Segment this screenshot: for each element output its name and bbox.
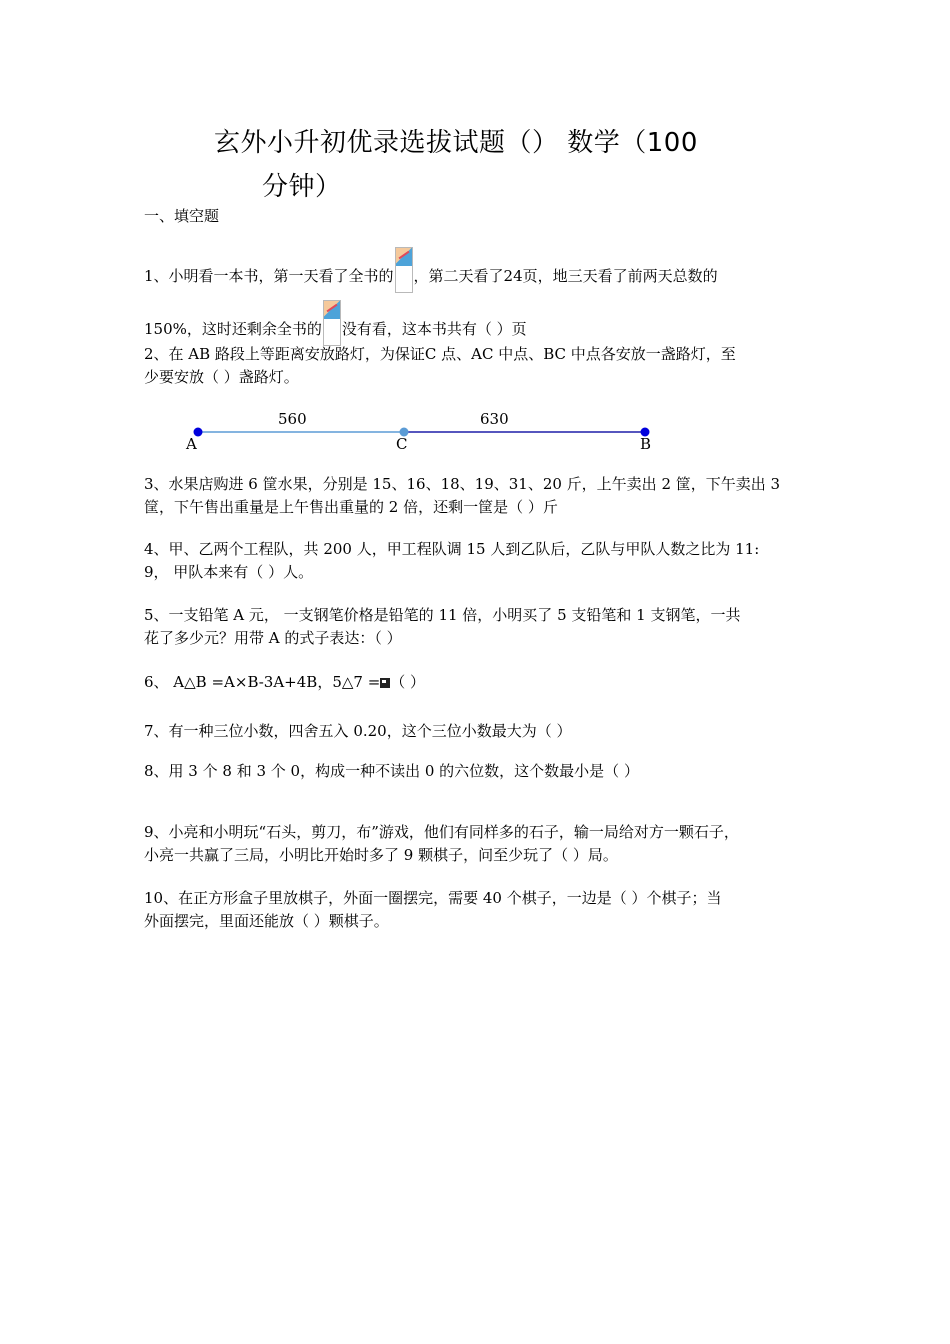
question-3-line-1: 3、水果店购进 6 筐水果，分别是 15、16、18、19、31、20 斤，上午卖出 2 筐，下午卖出 3 xyxy=(144,475,781,493)
label-point-b: B xyxy=(640,435,652,453)
page-title: 玄外小升初优录选拔试题（） 数学（100 xyxy=(214,128,698,158)
broken-image-icon xyxy=(323,300,341,346)
question-5-line-1: 5、一支铅笔 A 元， 一支钢笔价格是铅笔的 11 倍，小明买了 5 支铅笔和 1 支钢笔，一共 xyxy=(144,606,741,624)
question-1-text-d: 没有看，这本书共有（ ）页 xyxy=(341,320,527,338)
section-heading: 一、填空题 xyxy=(144,207,220,225)
question-2-line-1: 2、在 AB 路段上等距离安放路灯，为保证C 点、AC 中点、BC 中点各安放一盏路灯，至 xyxy=(144,345,736,363)
question-1-text-c: 150%，这时还剩余全书的 xyxy=(144,320,322,338)
formula-box-icon xyxy=(380,678,390,688)
question-6-line xyxy=(144,672,425,692)
question-4-line-2: 9， 甲队本来有（ ）人。 xyxy=(144,563,314,581)
question-6-blank: （ ） xyxy=(390,673,426,691)
question-5-line-2: 花了多少元？用带 A 的式子表达：（ ） xyxy=(144,629,402,647)
broken-image-icon xyxy=(395,247,413,293)
label-cb-length: 630 xyxy=(480,410,509,428)
question-4-line-1: 4、甲、乙两个工程队，共 200 人，甲工程队调 15 人到乙队后，乙队与甲队人数之比为 11: xyxy=(144,540,760,558)
question-10-line-1: 10、在正方形盒子里放棋子，外面一圈摆完，需要 40 个棋子，一边是（ ）个棋子；当 xyxy=(144,889,722,907)
label-point-c: C xyxy=(396,435,408,453)
question-6-text: 6、 A△B =A×B-3A+4B，5△7 = xyxy=(144,673,381,691)
question-1-text-b: ，第二天看了24页，地三天看了前两天总数的 xyxy=(413,267,718,285)
question-9-line-2: 小亮一共赢了三局，小明比开始时多了 9 颗棋子，问至少玩了（ ）局。 xyxy=(144,846,618,864)
label-point-a: A xyxy=(186,435,197,453)
segment-diagram-svg xyxy=(180,405,670,457)
question-9-line-1: 9、小亮和小明玩“石头，剪刀，布”游戏，他们有同样多的石子，输一局给对方一颗石子， xyxy=(144,823,739,841)
question-8-line: 8、用 3 个 8 和 3 个 0，构成一种不读出 0 的六位数，这个数最小是（ ） xyxy=(144,762,639,780)
question-10-line-2: 外面摆完，里面还能放（ ）颗棋子。 xyxy=(144,912,389,930)
question-1-line-2 xyxy=(144,300,527,346)
segment-diagram xyxy=(180,405,670,457)
question-3-line-2: 筐，下午售出重量是上午售出重量的 2 倍，还剩一筐是（ ）斤 xyxy=(144,498,558,516)
question-1-text-a: 1、小明看一本书，第一天看了全书的 xyxy=(144,267,394,285)
question-1-line-1 xyxy=(144,247,718,293)
question-7-line: 7、有一种三位小数，四舍五入 0.20，这个三位小数最大为（ ） xyxy=(144,722,572,740)
page-title-continued: 分钟） xyxy=(262,172,342,202)
label-ac-length: 560 xyxy=(278,410,307,428)
question-2-line-2: 少要安放（ ）盏路灯。 xyxy=(144,368,299,386)
